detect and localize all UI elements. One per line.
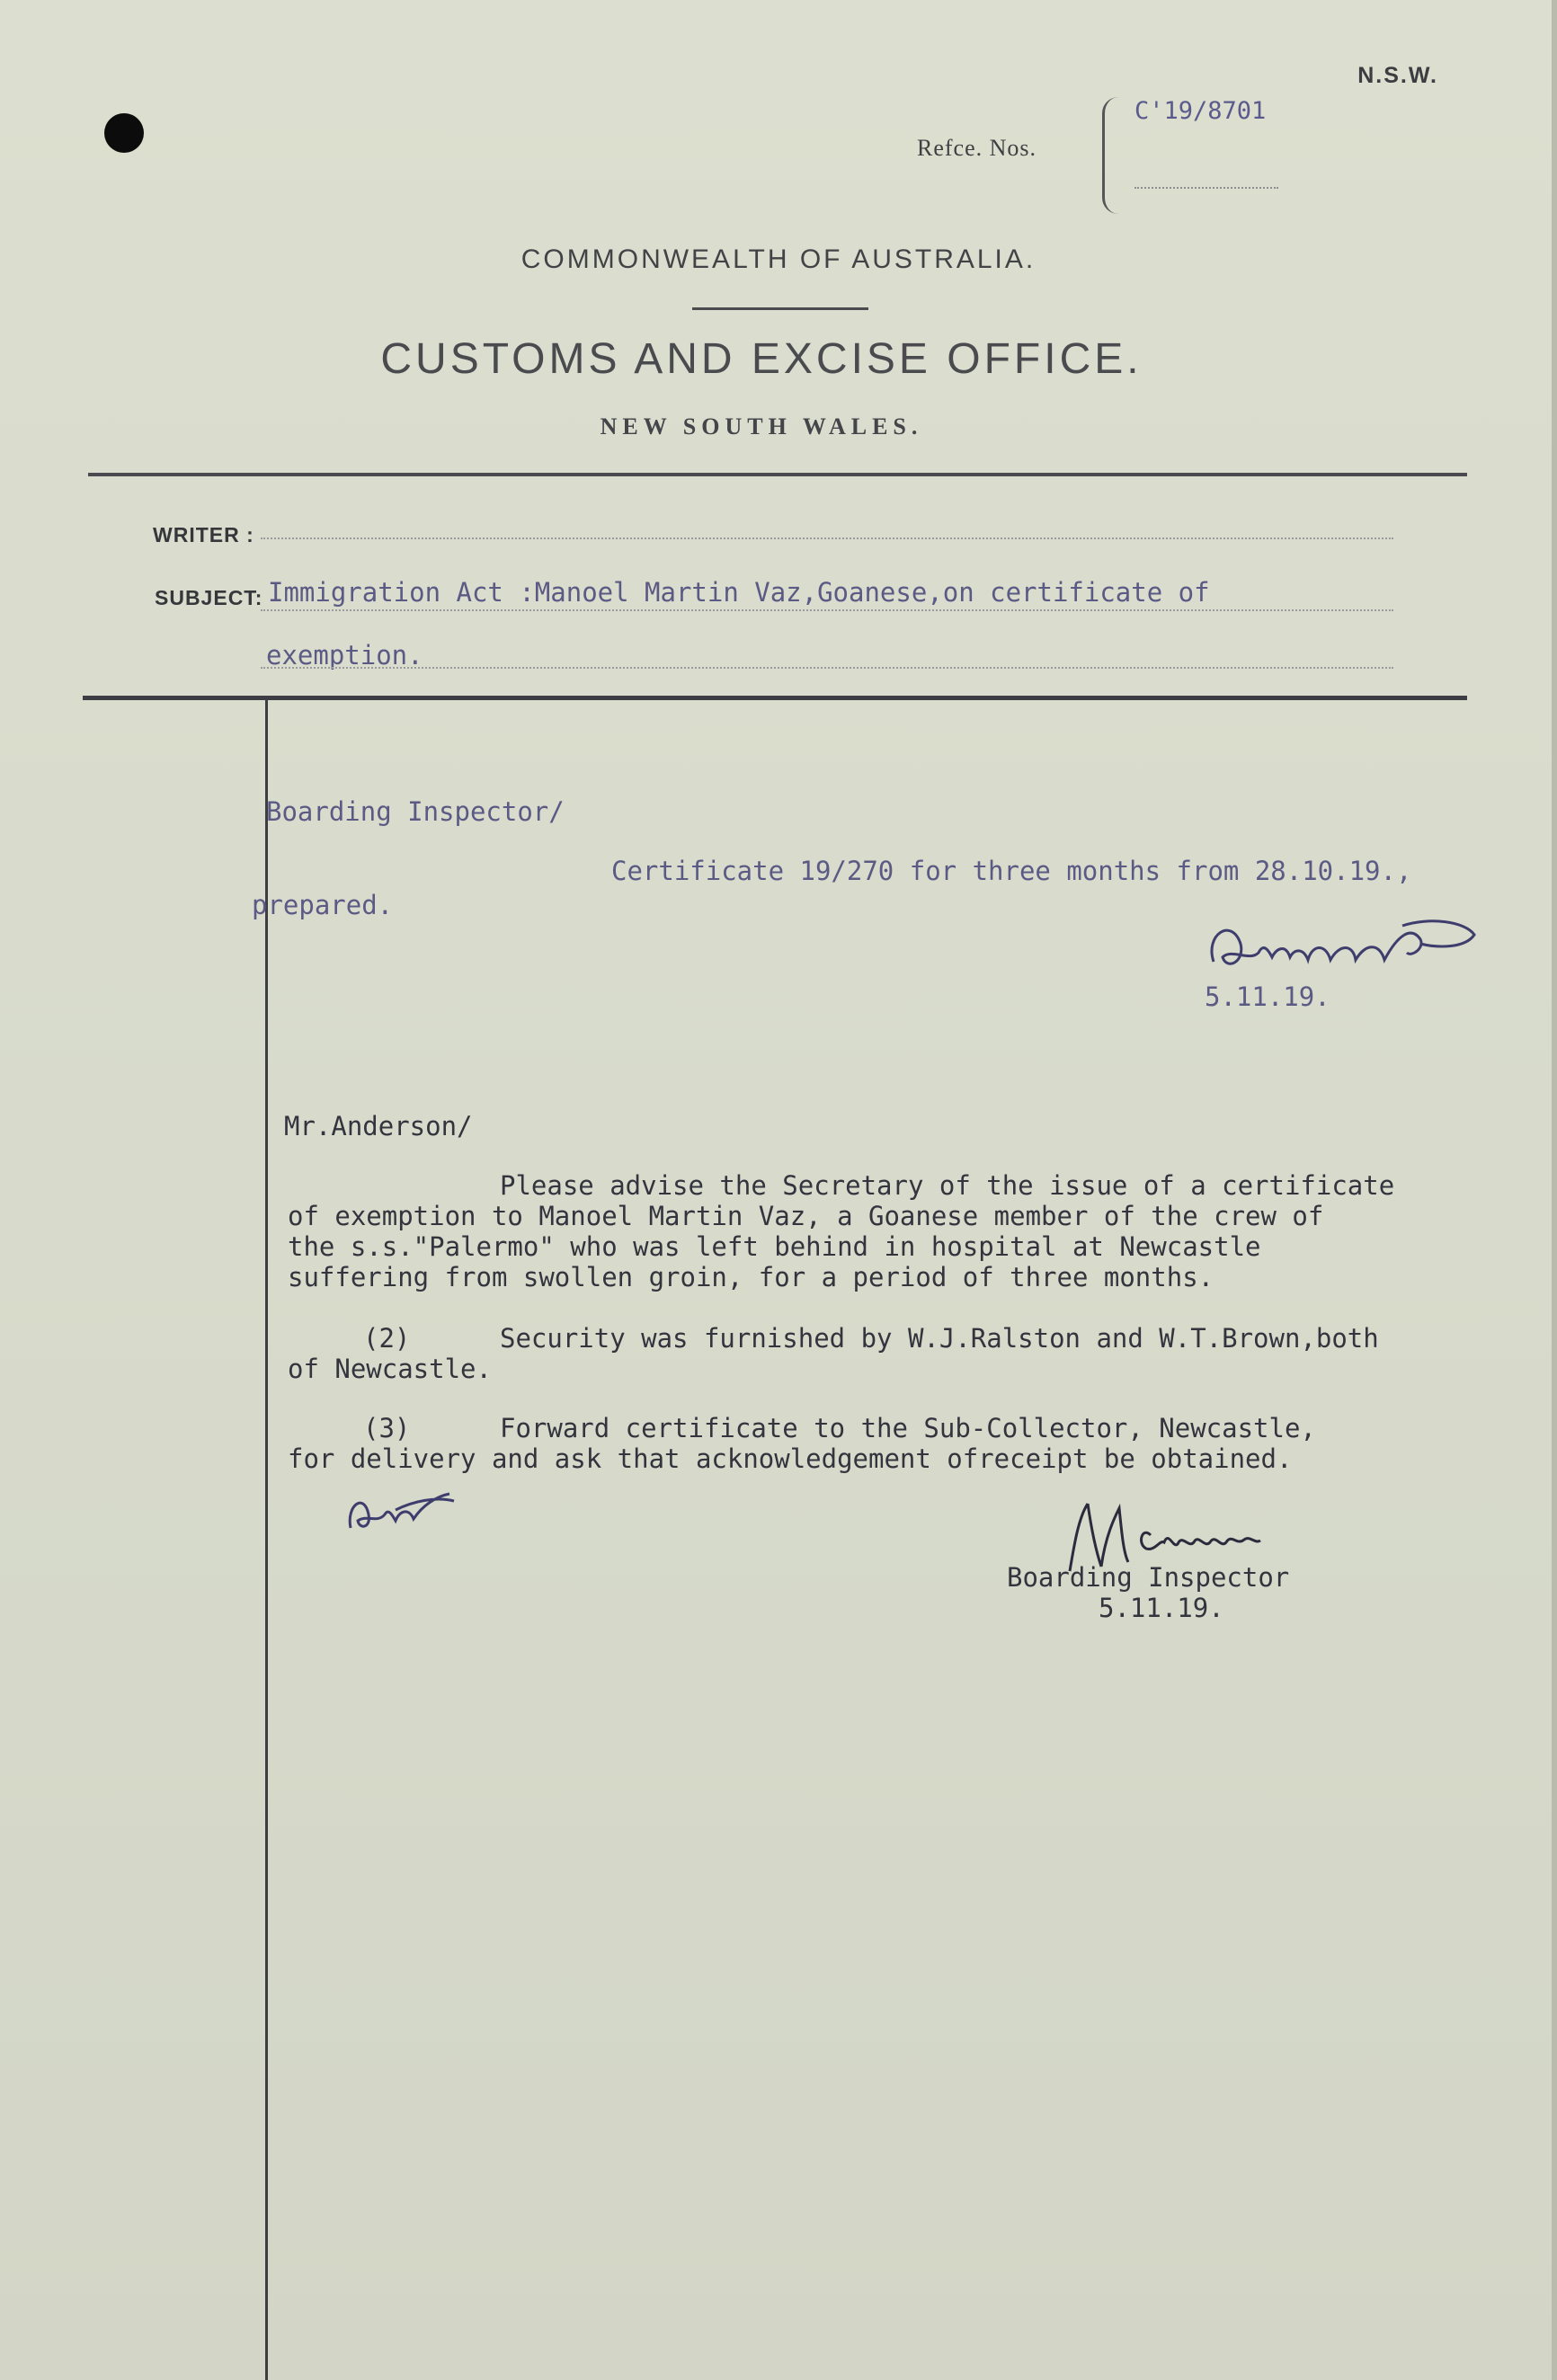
reference-number: C'19/8701 bbox=[1134, 97, 1267, 125]
minute2-para1-line-3: the s.s."Palermo" who was left behind in hospital at Newcastle bbox=[288, 1231, 1261, 1262]
minute2-para1-line-1: Please advise the Secretary of the issue of a certificate bbox=[500, 1170, 1395, 1201]
minute1-addressee: Boarding Inspector/ bbox=[266, 796, 565, 827]
commonwealth-text: COMMONWEALTH OF AUSTRALIA. bbox=[520, 244, 1037, 274]
initial-signature-1 bbox=[1196, 908, 1501, 980]
initial-signature-2 bbox=[342, 1483, 458, 1537]
minute1-line-1: Certificate 19/270 for three months from 28.10.19., bbox=[611, 856, 1412, 886]
minute2-para1-line-2: of exemption to Manoel Martin Vaz, a Goanese member of the crew of bbox=[288, 1201, 1324, 1231]
punch-hole bbox=[104, 113, 144, 153]
subject-dotline-1 bbox=[261, 609, 1393, 611]
writer-label: WRITER : bbox=[153, 523, 254, 546]
office-title: CUSTOMS AND EXCISE OFFICE. bbox=[380, 335, 1143, 383]
subject-label: SUBJECT: bbox=[155, 586, 263, 609]
header-rule bbox=[88, 473, 1467, 476]
body-top-rule bbox=[83, 696, 1467, 700]
margin-rule bbox=[265, 699, 268, 2380]
minute1-line-2: prepared. bbox=[252, 890, 394, 920]
minute2-signoff-title: Boarding Inspector bbox=[1007, 1562, 1290, 1593]
minute2-para3-number: (3) bbox=[363, 1413, 411, 1443]
subject-dotline-2 bbox=[261, 667, 1393, 669]
minute2-para3-line-1: Forward certificate to the Sub-Collector, Newcastle, bbox=[500, 1413, 1316, 1443]
region-heading: NEW SOUTH WALES. bbox=[600, 413, 923, 440]
minute2-para2-line-1: Security was furnished by W.J.Ralston and W.T.Brown,both bbox=[500, 1323, 1379, 1354]
reference-label: Refce. Nos. bbox=[917, 135, 1037, 161]
minute2-para2-number: (2) bbox=[363, 1323, 411, 1354]
minute1-date: 5.11.19. bbox=[1205, 981, 1330, 1012]
minute2-addressee: Mr.Anderson/ bbox=[284, 1111, 473, 1141]
subject-line-2: exemption. bbox=[266, 640, 423, 670]
reference-brace bbox=[1102, 97, 1125, 214]
minute2-para1-line-4: suffering from swollen groin, for a period of three months. bbox=[288, 1262, 1214, 1292]
subject-line-1: Immigration Act :Manoel Martin Vaz,Goanese,on certificate of bbox=[268, 577, 1210, 608]
minute2-para2-line-2: of Newcastle. bbox=[288, 1354, 492, 1384]
minute2-para3-line-2: for delivery and ask that acknowledgement ofreceipt be obtained. bbox=[288, 1443, 1293, 1474]
heading-divider bbox=[692, 307, 868, 310]
commonwealth-heading bbox=[0, 244, 1557, 275]
state-code: N.S.W. bbox=[1357, 63, 1438, 88]
minute2-signoff-date: 5.11.19. bbox=[1099, 1593, 1224, 1623]
reference-blank-line bbox=[1134, 187, 1278, 189]
writer-line bbox=[261, 537, 1393, 539]
